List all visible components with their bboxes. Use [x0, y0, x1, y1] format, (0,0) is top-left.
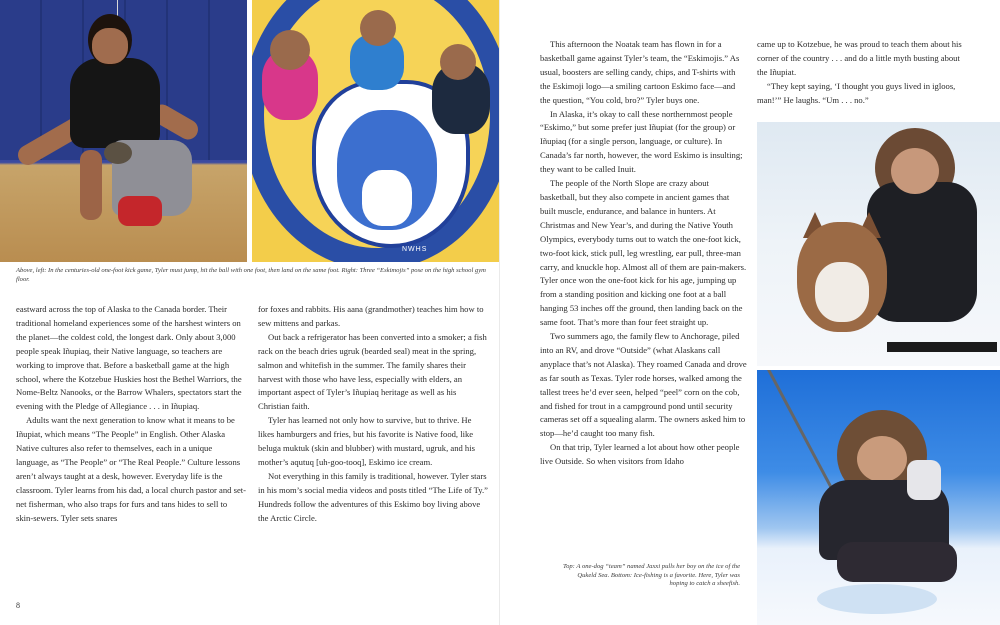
paragraph: Adults want the next generation to know what it means to be Iñupiat, which means “The People” in English. Other Alaska Native cultures also refer to themselves, each in a unique language, as “The People” or “The Real People.” Culture lessons aren’t always taught at a desk, however. Everyday life is the classroom. Tyler learns from his dad, a local church pastor and set-net fisherman, who also traps for furs and tans hides to sell to skin-sewers. Tyler sets snares: [16, 415, 247, 523]
paragraph: In Alaska, it’s okay to call these northernmost people “Eskimo,” but some prefer just Iñupiat (for the group) or Iñupiaq (for a single person, language, or culture). In Canada’s far north, however, the word Eskimo is insulting; they want to be called Inuit.: [540, 108, 743, 175]
paragraph: came up to Kotzebue, he was proud to teach them about his corner of the country . . . and do a little myth busting about the Iñupiat.: [757, 39, 962, 77]
paragraph: Two summers ago, the family flew to Anchorage, piled into an RV, and drove “Outside” (what Alaskans call anyplace that’s not Alaska). They roamed Canada and drove as far south as Texas. Tyler rode horses, walked among the tallest trees he’d ever seen, helped “peel” corn on the cob, and fished for trout in a campground pond until security cameras set off a squealing alarm. The owners asked him to stop—he’d caught too many fish.: [540, 331, 747, 439]
dog-sled-photo: [757, 122, 1000, 366]
paragraph: Tyler has learned not only how to survive, but to thrive. He likes hamburgers and fries, but his favorite is Native food, like beluga muktuk (skin and blubber) with mustard, ugruk, and his mother’s aqutuq [uh-goo-tooq], Eskimo ice cream.: [258, 415, 475, 467]
ice-fishing-photo: [757, 370, 1000, 625]
photo-caption-top: Above, left: In the centuries-old one-foot kick game, Tyler must jump, hit the ball with one foot, then land on the same foot. Right: Three “Eskimojis” pose on the high school gym floor.: [16, 267, 486, 283]
paragraph: This afternoon the Noatak team has flown in for a basketball game against Tyler’s team, the “Eskimojis.” As usual, boosters are selling candy, chips, and T-shirts with the Eskimoji logo—a smiling cartoon Eskimo face—and the question, “You cold, bro?” Tyler buys one.: [540, 39, 740, 105]
paragraph: The people of the North Slope are crazy about basketball, but they also compete in ancient games that built muscle, endurance, and balance in hunters. At Christmas and New Year’s, and during the Native Youth Olympics, everybody turns out to watch the one-foot kick, two-foot kick, stick pull, leg wrestling, ear pull, three-man carry, and knuckle hop. Almost all of them are pain-makers. Tyler once won the one-foot kick for his age, jumping up from a standing position and kicking one foot at a ball hanging 53 inches off the ground, then landing back on the same foot. That’s more than four feet straight up.: [540, 178, 747, 328]
body-column-2: [258, 303, 488, 526]
paragraph: for foxes and rabbits. His aana (grandmother) teaches him how to sew mittens and parkas.: [258, 304, 484, 328]
paragraph: “They kept saying, ‘I thought you guys lived in igloos, man!’” He laughs. “Um . . . no.”: [757, 80, 956, 105]
body-column-4: [757, 38, 972, 108]
page-number: 8: [16, 601, 20, 610]
paragraph: eastward across the top of Alaska to the Canada border. Their traditional homeland experiences some of the harshest winters on the planet—the coldest cold, the longest dark. Only about 3,000 people speak Iñupiaq, their Native language, so teachers are working to improve that. Before a basketball game at the high school, where the Kotzebue Huskies host the Bethel Warriors, the Nome-Beltz Nanooks, or the Barrow Whalers, spectators start the evening with the Pledge of Allegiance . . . in Iñupiaq.: [16, 304, 242, 412]
paragraph: Not everything in this family is traditional, however. Tyler stars in his mom’s social media videos and posts titled “The Life of Ty.” Hundreds follow the adventures of this Eskimo boy living above the Arctic Circle.: [258, 470, 488, 523]
paragraph: Out back a refrigerator has been converted into a smoker; a fish rack on the beach dries ugruk (bearded seal) meat in the spring, salmon and whitefish in the summer. The family shares their harvest with those who have less, especially with elders, an important aspect of Tyler’s Iñupiaq heritage as well as his Christian faith.: [258, 331, 487, 412]
gym-floor-label: NWHS: [402, 246, 428, 253]
paragraph: On that trip, Tyler learned a lot about how other people live Outside. So when visitors from Idaho: [540, 442, 740, 467]
body-column-3: [540, 38, 747, 469]
one-foot-kick-photo: [0, 0, 247, 262]
body-column-1: [16, 303, 246, 526]
photo-caption-right: Top: A one-dog “team” named Jaxxi pulls her boy on the ice of the Qukeld Sea. Bottom: Ice-fishing is a favorite. Here, Tyler was hoping to catch a sheefish.: [563, 563, 740, 588]
eskimojis-gym-photo: [252, 0, 500, 262]
